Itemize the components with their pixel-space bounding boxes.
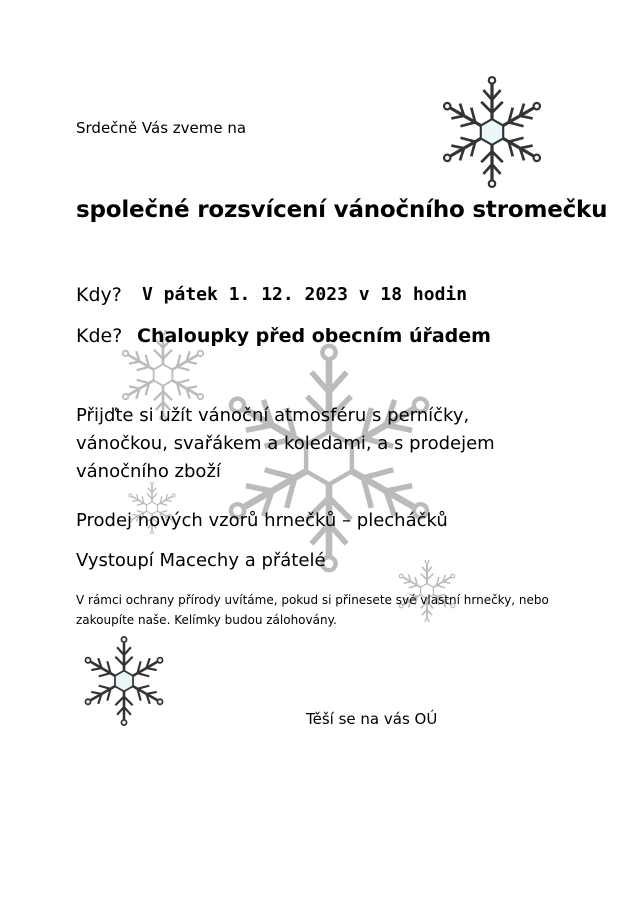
atmosphere-line: vánočního zboží: [76, 461, 221, 482]
eco-note-line: V rámci ochrany přírody uvítáme, pokud si přinesete své vlastní hrnečky, nebo: [76, 593, 549, 607]
when-label: Kdy?: [76, 284, 122, 306]
eco-note: [76, 590, 566, 630]
event-title: společné rozsvícení vánočního stromečku: [76, 197, 608, 223]
eco-note-line: zakoupíte naše. Kelímky budou zálohovány.: [76, 613, 337, 627]
performers-text: Vystoupí Macechy a přátelé: [76, 550, 326, 571]
atmosphere-line: vánočkou, svařákem a koledami, a s prodejem: [76, 433, 495, 454]
where-value: Chaloupky před obecním úřadem: [137, 325, 491, 347]
where-label: Kde?: [76, 325, 123, 347]
when-value: V pátek 1. 12. 2023 v 18 hodin: [142, 284, 468, 305]
invitation-intro: Srdečně Vás zveme na: [76, 119, 247, 137]
top-right-snowflake-icon: [432, 76, 552, 188]
signature: Těší se na vás OÚ: [306, 710, 438, 728]
atmosphere-text: [76, 402, 516, 486]
bottom-left-snowflake-icon: [76, 636, 172, 726]
atmosphere-line: Přijďte si užít vánoční atmosféru s perníčky,: [76, 405, 470, 426]
mug-sale-text: Prodej nových vzorů hrnečků – plecháčků: [76, 510, 448, 531]
